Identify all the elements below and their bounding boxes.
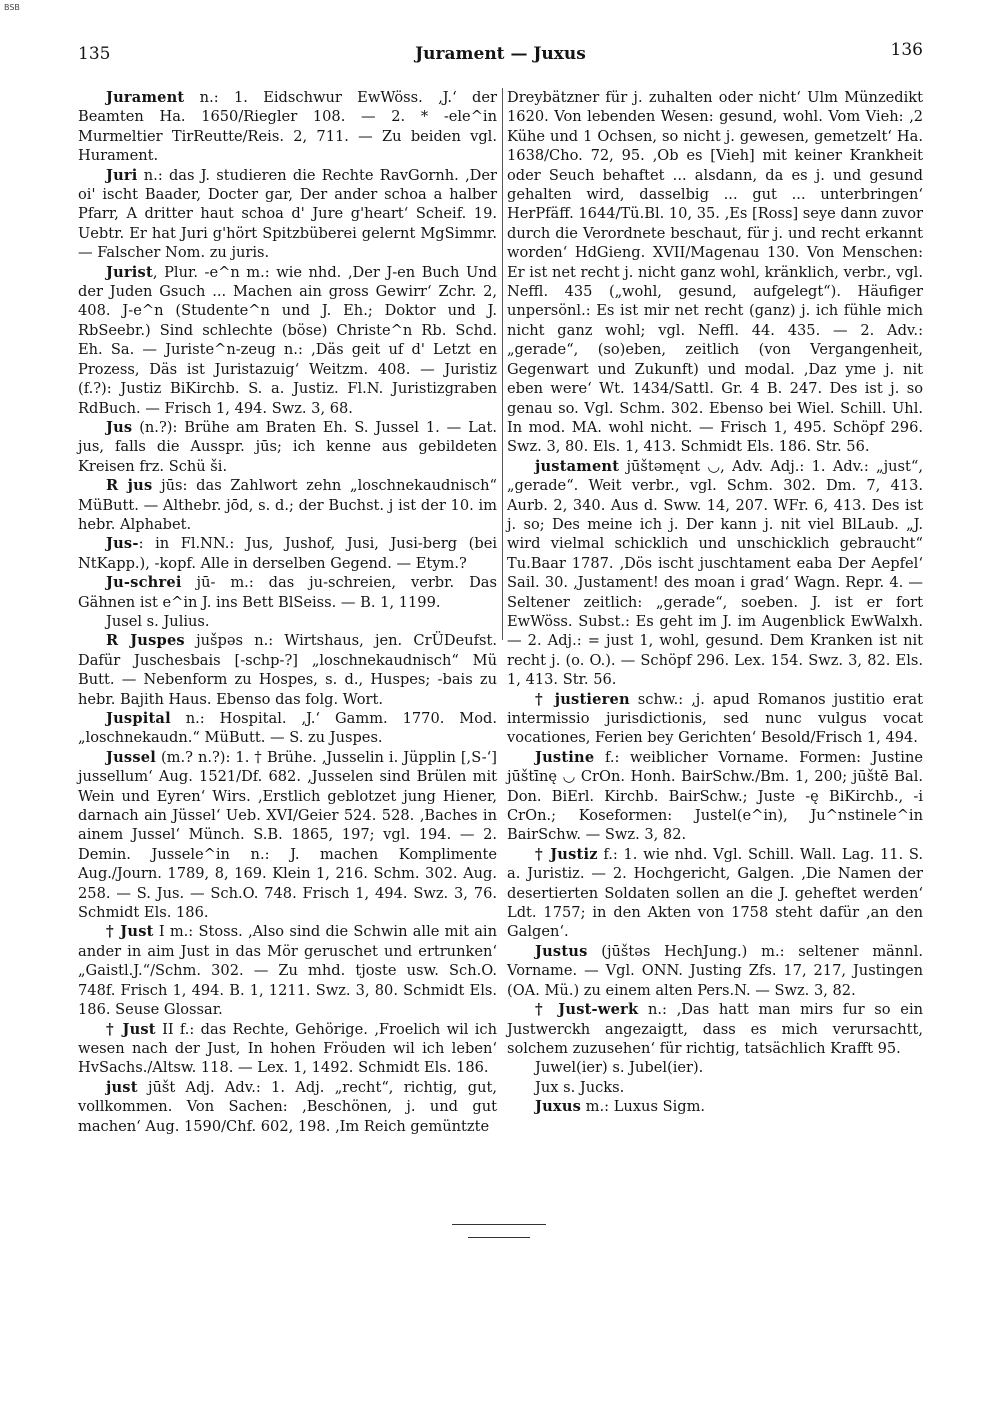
right-column (507, 88, 923, 1117)
dictionary-entry (78, 263, 497, 418)
entry-lemma: Jus (106, 418, 133, 436)
dictionary-entry (507, 1097, 923, 1116)
entry-lemma: Justine (535, 748, 595, 766)
dictionary-entry (507, 845, 923, 942)
entry-text: schw.: ‚j. apud Romanos justitio erat intermissio jurisdictionis, sed nunc vulgus vocat vocationes, Ferien bey Gerichten‘ Besold/Frisch 1, 494. (507, 690, 923, 747)
entry-lemma: R Juspes (106, 632, 185, 650)
entry-text: Jux s. Jucks. (535, 1078, 625, 1096)
entry-lemma: † Just (106, 1020, 156, 1038)
entry-text: f.: weiblicher Vorname. Formen: Justine jūštīnę ◡ CrOn. Honh. BairSchw./Bm. 1, 200; jūštē Bal. Don. BiErl. Kirchb. BairSchw.; Juste -ę BiKirchb., -i CrOn.; Koseformen: Justel(e^in), Ju^nstinele^in BairSchw. — Swz. 3, 82. (507, 748, 923, 844)
entry-text: (jūštəs HechJung.) m.: seltener männl. Vorname. — Vgl. ONN. Justing Zfs. 17, 217, Justingen (OA. Mü.) zu einem alten Pers.N. — Swz. 3, 82. (507, 942, 923, 999)
entry-lemma: justament (535, 457, 620, 475)
column-divider (502, 88, 503, 640)
end-rule (452, 1224, 546, 1225)
dictionary-entry (78, 418, 497, 476)
entry-text: II f.: das Rechte, Gehörige. ‚Froelich wil ich wesen nach der Just, In hohen Fröuden wil ich leben‘ HvSachs./Altsw. 118. — Lex. 1, 1492. Schmidt Els. 186. (78, 1020, 497, 1077)
dictionary-entry (78, 922, 497, 1019)
dictionary-entry (507, 457, 923, 690)
entry-text: I m.: Stoss. ‚Also sind die Schwin alle mit ain ander in aim Just in das Mör geruschet und ertrunken‘ „Gaistl.J.“/Schm. 302. — Zu mhd. tjoste usw. Sch.O. 748f. Frisch 1, 494. B. 1, 1211. Swz. 3, 80. Schmidt Els. 186. Seuse Glossar. (78, 923, 497, 1019)
page-number-left: 135 (78, 44, 111, 64)
end-rule (468, 1237, 530, 1238)
dictionary-entry (507, 1058, 923, 1077)
dictionary-entry (78, 166, 497, 263)
entry-lemma: † Just (106, 923, 154, 941)
entry-text: : in Fl.NN.: Jus, Jushof, Jusi, Jusi-berg (bei NtKapp.), -kopf. Alle in derselben Gegend. — Etym.? (78, 535, 497, 572)
dictionary-entry (78, 1020, 497, 1078)
dictionary-entry (78, 1078, 497, 1136)
dictionary-entry (78, 612, 497, 631)
left-column (78, 88, 497, 1136)
entry-text: Jusel s. Julius. (106, 612, 210, 630)
dictionary-entry (507, 1078, 923, 1097)
entry-text: n.: 1. Eidschwur EwWöss. ‚J.‘ der Beamten Ha. 1650/Riegler 108. — 2. * -ele^in Murmeltier TirReutte/Reis. 2, 711. — Zu beiden vgl. Hurament. (78, 89, 497, 165)
entry-text: f.: 1. wie nhd. Vgl. Schill. Wall. Lag. 11. S. a. Juristiz. — 2. Hochgericht, Galgen. ‚Die Namen der desertierten Soldaten sollen an die J. geheftet werden‘ Ldt. 1757; in den Akten von 1758 steht dafür ‚an den Galgen‘. (507, 845, 924, 941)
entry-lemma: Juspital (106, 710, 171, 727)
entry-lemma: † justieren (535, 690, 630, 708)
entry-text: , Plur. -e^n m.: wie nhd. ‚Der J-en Buch Und der Juden Gsuch ... Machen ain gross Gewirr‘ Zchr. 2, 408. J-e^n (Studente^n und J. Eh.; Doktor und J. RbSeebr.) Sind schlechte (böse) Christe^n Rb. Schd. Eh. Sa. — Juriste^n-zeug n.: ‚Däs geit uf d' Letzt en Prozess, Däs ist Juristazuig‘ Weitzm. 408. — Juristiz (f.?): Justiz BiKirchb. S. a. Justiz. Fl.N. Juristizgraben RdBuch. — Frisch 1, 494. Swz. 3, 68. (78, 263, 497, 417)
entry-lemma: just (106, 1078, 138, 1096)
entry-lemma: Jus- (106, 535, 139, 553)
entry-lemma: Jurist (106, 263, 153, 281)
dictionary-entry (78, 631, 497, 709)
library-stamp: BSB (4, 3, 20, 12)
page-header (78, 40, 923, 74)
dictionary-entry (78, 476, 497, 534)
entry-text: Dreybätzner für j. zuhalten oder nicht‘ Ulm Münzedikt 1620. Von lebenden Wesen: gesund, wohl. Vom Vieh: ‚2 Kühe und 1 Ochsen, so nicht j. gewesen, gemetzelt‘ Ha. 1638/Cho. 72, 95. ‚Ob es [Vieh] mit keiner Krankheit oder Seuch behaftet ... alsdann, da es j. und gesund gehalten wird, dasselbig ... gut ... unterbringen‘ HerPfäff. 1644/Tü.Bl. 10, 35. ‚Es [Ross] seye dann zuvor durch die Verordnete beschaut, für j. und recht erkannt worden‘ HdGieng. XVII/Magenau 130. Von Menschen: Er ist net recht j. nicht ganz wohl, kränklich, verbr., vgl. Neffl. 435 („wohl, gesund, aufgelegt“). Häufiger unpersönl.: Es ist mir net recht (ganz) j. ich fühle mich nicht ganz wohl; vgl. Neffl. 44. 435. — 2. Adv.: „gerade“, (so)eben, zeitlich (von Vergangenheit, Gegenwart und Zukunft) und modal. ‚Daz yme j. nit eben were‘ Wt. 1434/Sattl. Gr. 4 B. 247. Des ist j. so genau so. Vgl. Schm. 302. Ebenso bei Wiel. Schill. Uhl. In mod. MA. wohl nicht. — Frisch 1, 495. Schöpf 296. Swz. 3, 80. Els. 1, 413. Schmidt Els. 186. Str. 56. (507, 89, 924, 456)
entry-lemma: Justus (535, 942, 588, 960)
page-number-right: 136 (890, 40, 923, 60)
entry-lemma: Ju-schrei (106, 574, 182, 592)
dictionary-entry (78, 748, 497, 923)
entry-text: (m.? n.?): 1. † Brühe. ‚Jusselin i. Jüpplin [,S-‘] jussellum‘ Aug. 1521/Df. 682. ‚Jusselen sind Brülen mit Wein und Eyren‘ Wirs. ‚Erstlich geblotzet jung Hiener, darnach ain Jüssel‘ Ueb. XVI/Geier 524. 528. ‚Baches in ainem Jussel‘ Münch. S.B. 1865, 197; vgl. 194. — 2. Demin. Jussele^in n.: J. machen Komplimente Aug./Journ. 1789, 8, 169. Klein 1, 216. Schm. 302. Aug. 258. — S. Jus. — Sch.O. 748. Frisch 1, 494. Swz. 3, 76. Schmidt Els. 186. (78, 748, 497, 922)
running-title: Jurament — Juxus (415, 44, 586, 64)
entry-text: m.: Luxus Sigm. (581, 1098, 706, 1116)
entry-lemma: R jus (106, 477, 153, 495)
entry-text: n.: ‚Das hatt man mirs fur so ein Justwerckh angezaigtt, dass es mich verursachtt, solchem zuzusehen‘ für richtig, tatsächlich Krafft 95. (507, 1001, 924, 1057)
dictionary-entry (507, 88, 923, 457)
entry-lemma: † Just-werk (535, 1001, 639, 1019)
entry-text: n.: das J. studieren die Rechte RavGornh. ‚Der oi' ischt Baader, Docter gar, Der ander schoa a halber Pfarr, A dritter haut schoa d' Jure g'heart‘ Scheif. 19. Uebtr. Er hat Juri g'hört Spitzbüberei gelernt MgSimmr. — Falscher Nom. zu juris. (78, 166, 497, 262)
entry-text: n.: Hospital. ‚J.‘ Gamm. 1770. Mod. „loschnekaudn.“ MüButt. — S. zu Juspes. (78, 710, 497, 747)
dictionary-entry (507, 942, 923, 1000)
dictionary-entry (78, 534, 497, 573)
entry-lemma: Jussel (106, 748, 156, 766)
dictionary-entry (78, 709, 497, 748)
dictionary-entry (507, 1000, 923, 1058)
entry-text: Juwel(ier) s. Jubel(ier). (535, 1059, 704, 1077)
entry-lemma: Jurament (106, 89, 185, 106)
entry-lemma: † Justiz (535, 845, 598, 863)
entry-text: jūšt Adj. Adv.: 1. Adj. „recht“, richtig, gut, vollkommen. Von Sachen: ‚Beschönen, j. und gut machen‘ Aug. 1590/Chf. 602, 198. ‚Im Reich gemüntzte (78, 1078, 497, 1135)
entry-text: jušpəs n.: Wirtshaus, jen. CrÜDeufst. Dafür Juschesbais [-schp-?] „loschnekaudnisch“ Mü Butt. — Nebenform zu Hospes, s. d., Huspes; -bais zu hebr. Bajith Haus. Ebenso das folg. Wort. (78, 632, 497, 708)
entry-text: (n.?): Brühe am Braten Eh. S. Jussel 1. — Lat. jus, falls die Ausspr. jūs; ich kenne aus gebildeten Kreisen frz. Schü ši. (78, 418, 497, 475)
dictionary-entry (78, 88, 497, 166)
entry-text: jū- m.: das ju-schreien, verbr. Das Gähnen ist e^in J. ins Bett BlSeiss. — B. 1, 1199. (78, 574, 497, 611)
entry-text: jūštəmęnt ◡, Adv. Adj.: 1. Adv.: „just“, „gerade“. Weit verbr., vgl. Schm. 302. Dm. 7, 413. Aurb. 2, 340. Aus d. Sww. 14, 207. WFr. 6, 413. Des ist j. so; Des meine ich j. Der kann j. nit viel BlLaub. „J. wird vielmal schicklich und unschicklich gebraucht“ Tu.Baar 1787. ‚Dös ischt juschtament eaba Der Aepfel‘ Sail. 30. ‚Justament! des moan i grad‘ Wagn. Repr. 4. — Seltener zeitlich: „gerade“, soeben. J. ist er fort EwWöss. Subst.: Es geht im J. im Augenblick EwWalxh. — 2. Adj.: = just 1, wohl, gesund. Dem Kranken ist nit recht j. (o. O.). — Schöpf 296. Lex. 154. Swz. 3, 82. Els. 1, 413. Str. 56. (507, 457, 923, 689)
entry-lemma: Juri (106, 166, 138, 184)
dictionary-entry (78, 573, 497, 612)
end-rules (451, 1224, 547, 1250)
entry-lemma: Juxus (535, 1098, 582, 1116)
dictionary-entry (507, 690, 923, 748)
dictionary-entry (507, 748, 923, 845)
entry-text: jūs: das Zahlwort zehn „loschnekaudnisch“ MüButt. — Althebr. jōd, s. d.; der Buchst. j ist der 10. im hebr. Alphabet. (78, 477, 497, 533)
